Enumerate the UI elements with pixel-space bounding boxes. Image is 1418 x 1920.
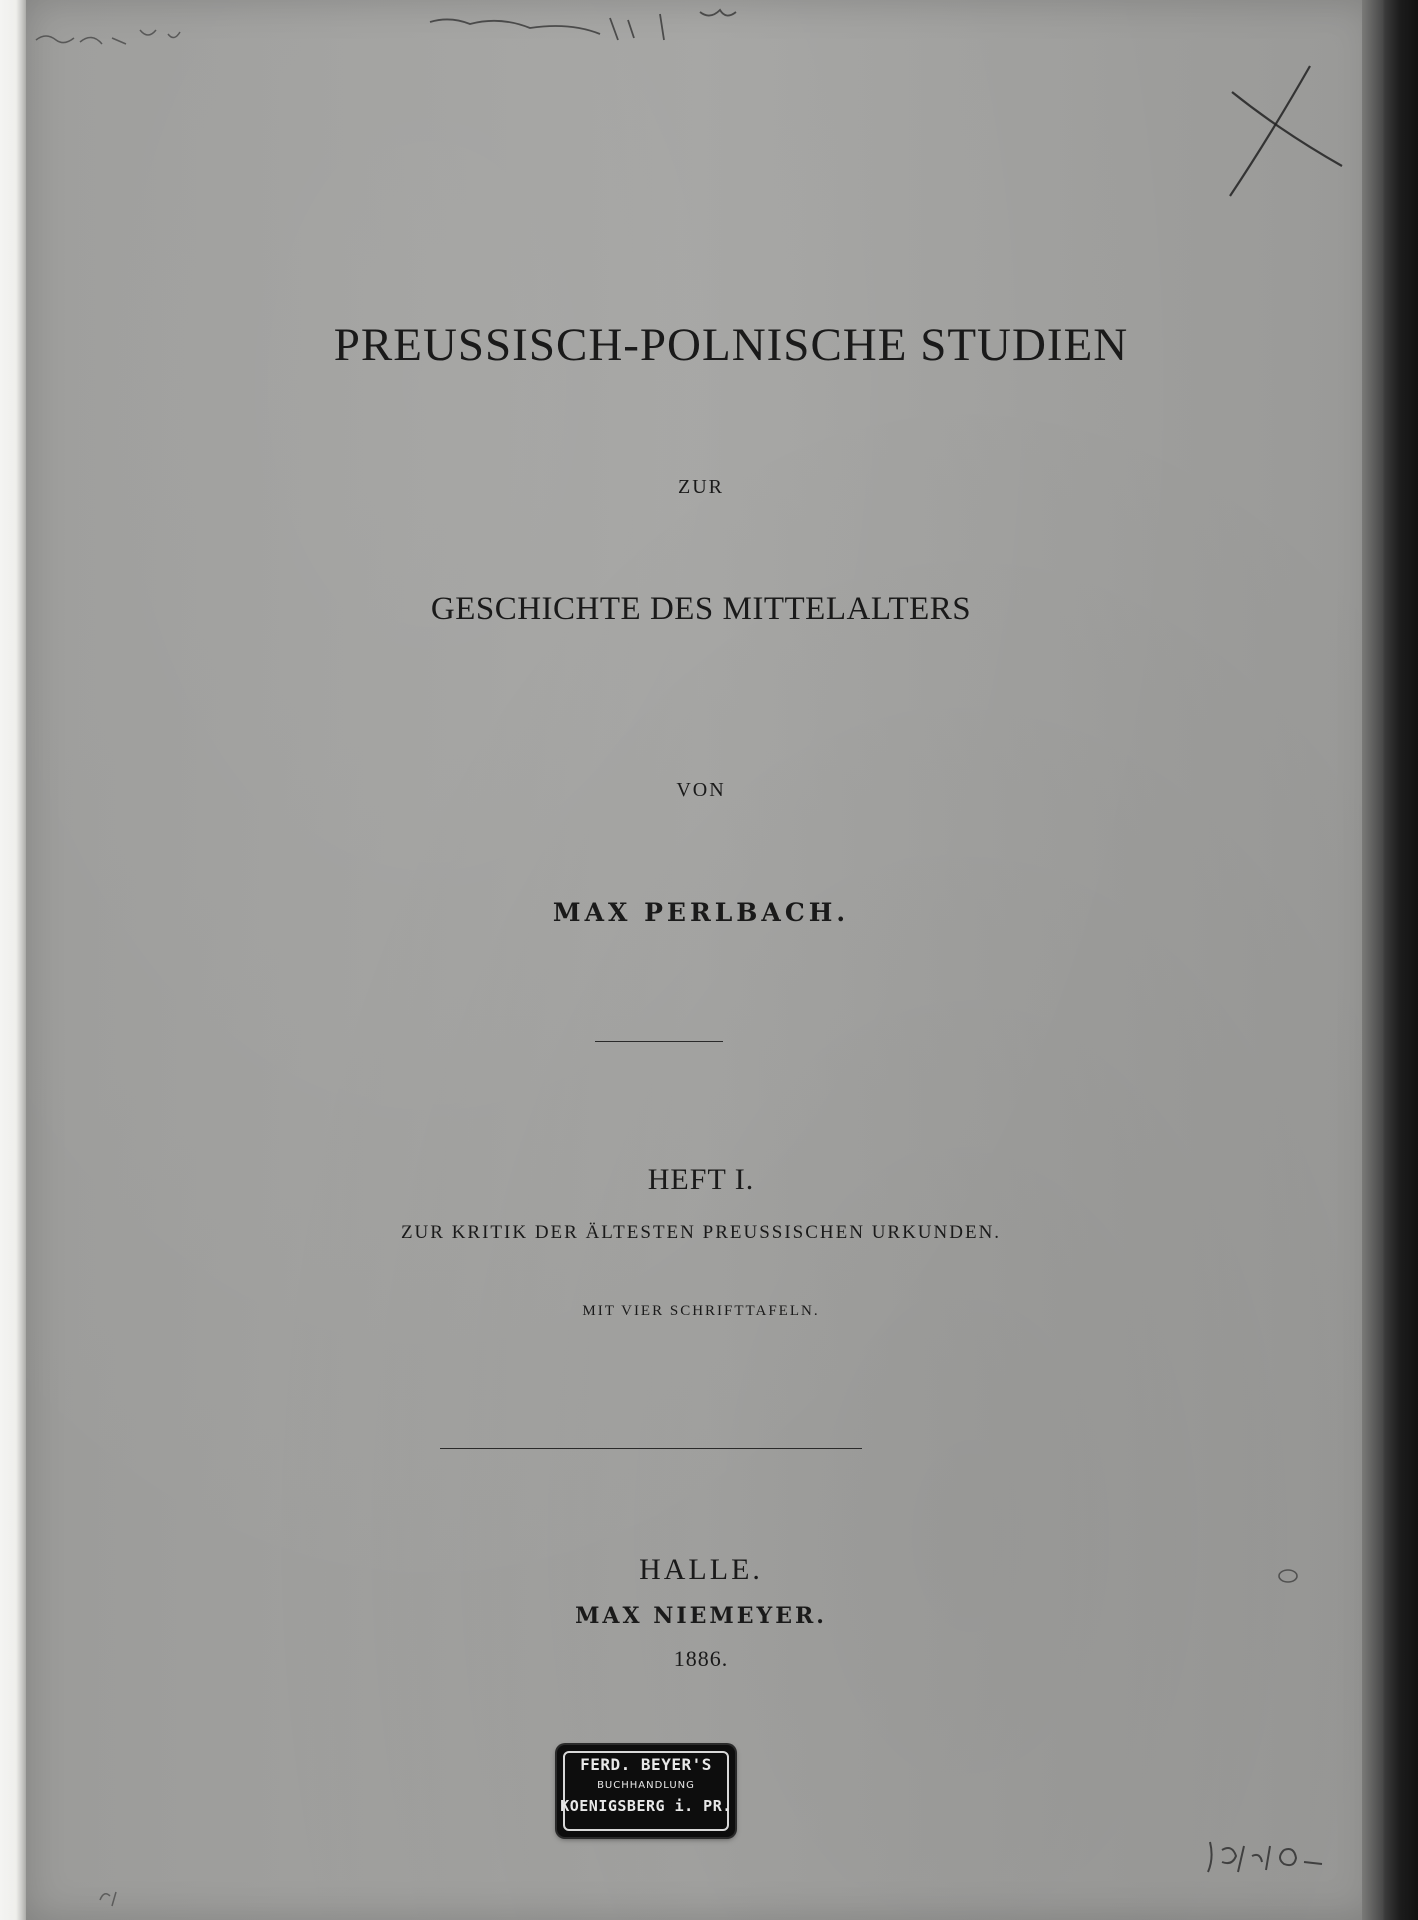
title-page-paper xyxy=(26,0,1376,1920)
book-subject: GESCHICHTE DES MITTELALTERS xyxy=(430,591,972,627)
author-connector-von: VON xyxy=(676,779,726,801)
stamp-line-2: BUCHHANDLUNG xyxy=(597,1780,695,1791)
publisher-name: MAX NIEMEYER. xyxy=(575,1603,827,1629)
stamp-line-3: KOENIGSBERG i. PR. xyxy=(560,1797,732,1815)
author-name: MAX PERLBACH. xyxy=(552,898,850,927)
publication-year: 1886. xyxy=(673,1646,729,1671)
publication-city: HALLE. xyxy=(639,1553,763,1586)
divider-rule-long xyxy=(440,1448,862,1449)
book-title: PREUSSISCH-POLNISCHE STUDIEN xyxy=(333,319,1129,371)
divider-rule-short xyxy=(595,1041,723,1042)
page-edge-shadow xyxy=(1362,0,1382,1920)
plates-note: MIT VIER SCHRIFTTAFELN. xyxy=(582,1303,820,1319)
stamp-line-1: FERD. BEYER'S xyxy=(580,1755,712,1774)
bookseller-stamp xyxy=(557,1745,735,1837)
volume-subtitle: ZUR KRITIK DER ÄLTESTEN PREUSSISCHEN URKUNDEN. xyxy=(400,1222,1002,1243)
volume-label: HEFT I. xyxy=(647,1163,755,1196)
title-connector-zur: ZUR xyxy=(678,476,724,498)
